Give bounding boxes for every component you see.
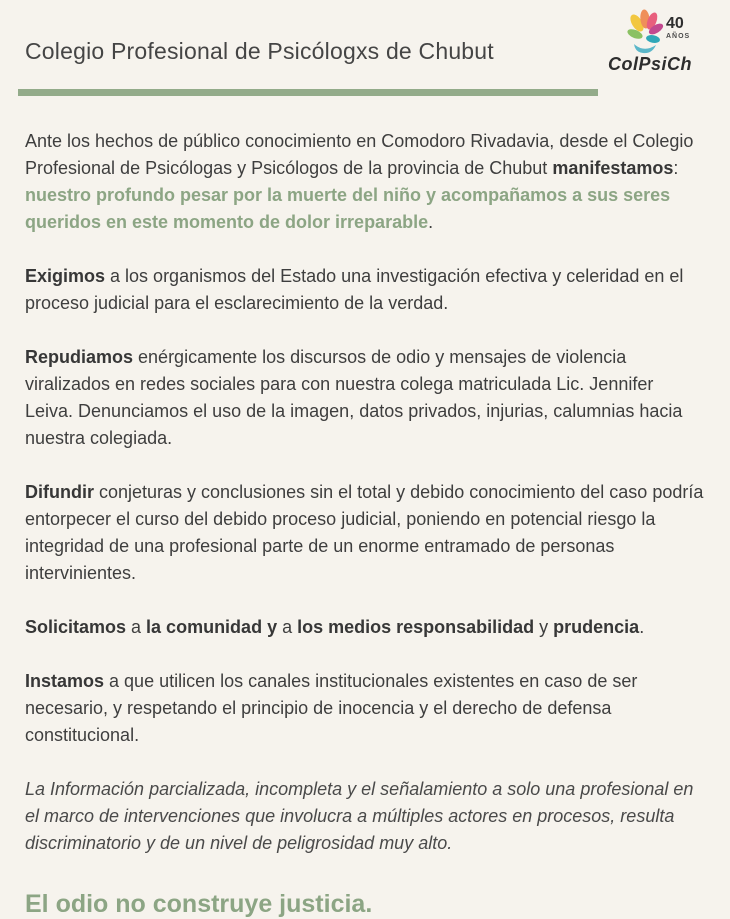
- paragraph-repudiamos: [25, 344, 705, 452]
- text-run: conjeturas y conclusiones sin el total y debido conocimiento del caso podría entorpecer el curso del debido proceso judicial, poniendo en potencial riesgo la integridad de una profesional parte de un enorme entramado de personas intervinientes.: [25, 482, 704, 583]
- text-run: El odio no construye justicia.: [25, 890, 373, 918]
- text-run: a los organismos del Estado una investigación efectiva y celeridad en el proceso judicial para el esclarecimiento de la verdad.: [25, 266, 684, 313]
- page-title: Colegio Profesional de Psicólogxs de Chubut: [25, 38, 494, 64]
- text-run: enérgicamente los discursos de odio y mensajes de violencia viralizados en redes sociales para con nuestra colega matriculada Lic. Jennifer Leiva. Denunciamos el uso de la imagen, datos privados, injurias, calumnias hacia nuestra colegiada.: [25, 347, 683, 448]
- text-run: Instamos: [25, 671, 105, 691]
- logo-years-number: 40: [666, 15, 684, 32]
- colpsich-logo: [608, 8, 712, 75]
- paragraph-difundir: [25, 479, 705, 587]
- text-run: los medios responsabilidad: [297, 617, 535, 637]
- logo-emblem: [608, 8, 712, 54]
- flower-icon: [624, 8, 668, 54]
- text-run: La Información parcializada, incompleta y el señalamiento a solo una profesional en el marco de intervenciones que involucra a múltiples actores en procesos, resulta discriminatorio y de un nivel de peligrosidad muy alto.: [25, 779, 694, 853]
- text-run: prudencia: [553, 617, 640, 637]
- text-run: Solicitamos: [25, 617, 127, 637]
- text-run: manifestamos: [552, 158, 674, 178]
- text-run: y: [534, 617, 554, 637]
- statement-body: [0, 96, 730, 919]
- text-run: .: [428, 212, 434, 232]
- paragraph-intro: [25, 128, 705, 182]
- text-run: a: [277, 617, 298, 637]
- text-run: nuestro profundo pesar por la muerte del niño y acompañamos a sus seres queridos en este momento de dolor irreparable: [25, 185, 671, 232]
- statement-header: [0, 0, 730, 96]
- text-run: la comunidad y: [146, 617, 278, 637]
- text-run: :: [673, 158, 679, 178]
- text-run: .: [639, 617, 645, 637]
- logo-years-label: AÑOS: [666, 33, 691, 40]
- paragraph-pesar: [25, 182, 705, 236]
- paragraph-instamos: [25, 668, 705, 749]
- logo-years: [666, 16, 690, 40]
- logo-wordmark: ColPsiCh: [608, 54, 693, 74]
- paragraph-exigimos: [25, 263, 705, 317]
- text-run: Exigimos: [25, 266, 106, 286]
- text-run: Ante los hechos de público conocimiento en Comodoro Rivadavia, desde el Colegio Profesional de Psicólogas y Psicólogos de la provincia de Chubut: [25, 131, 694, 178]
- paragraph-solicitamos: [25, 614, 705, 641]
- paragraph-advertencia: [25, 776, 705, 857]
- text-run: a: [126, 617, 147, 637]
- header-divider: [18, 89, 598, 96]
- text-run: a que utilicen los canales institucionales existentes en caso de ser necesario, y respetando el principio de inocencia y el derecho de defensa constitucional.: [25, 671, 638, 745]
- closing-statement: [25, 889, 705, 919]
- text-run: Repudiamos: [25, 347, 134, 367]
- text-run: Difundir: [25, 482, 94, 502]
